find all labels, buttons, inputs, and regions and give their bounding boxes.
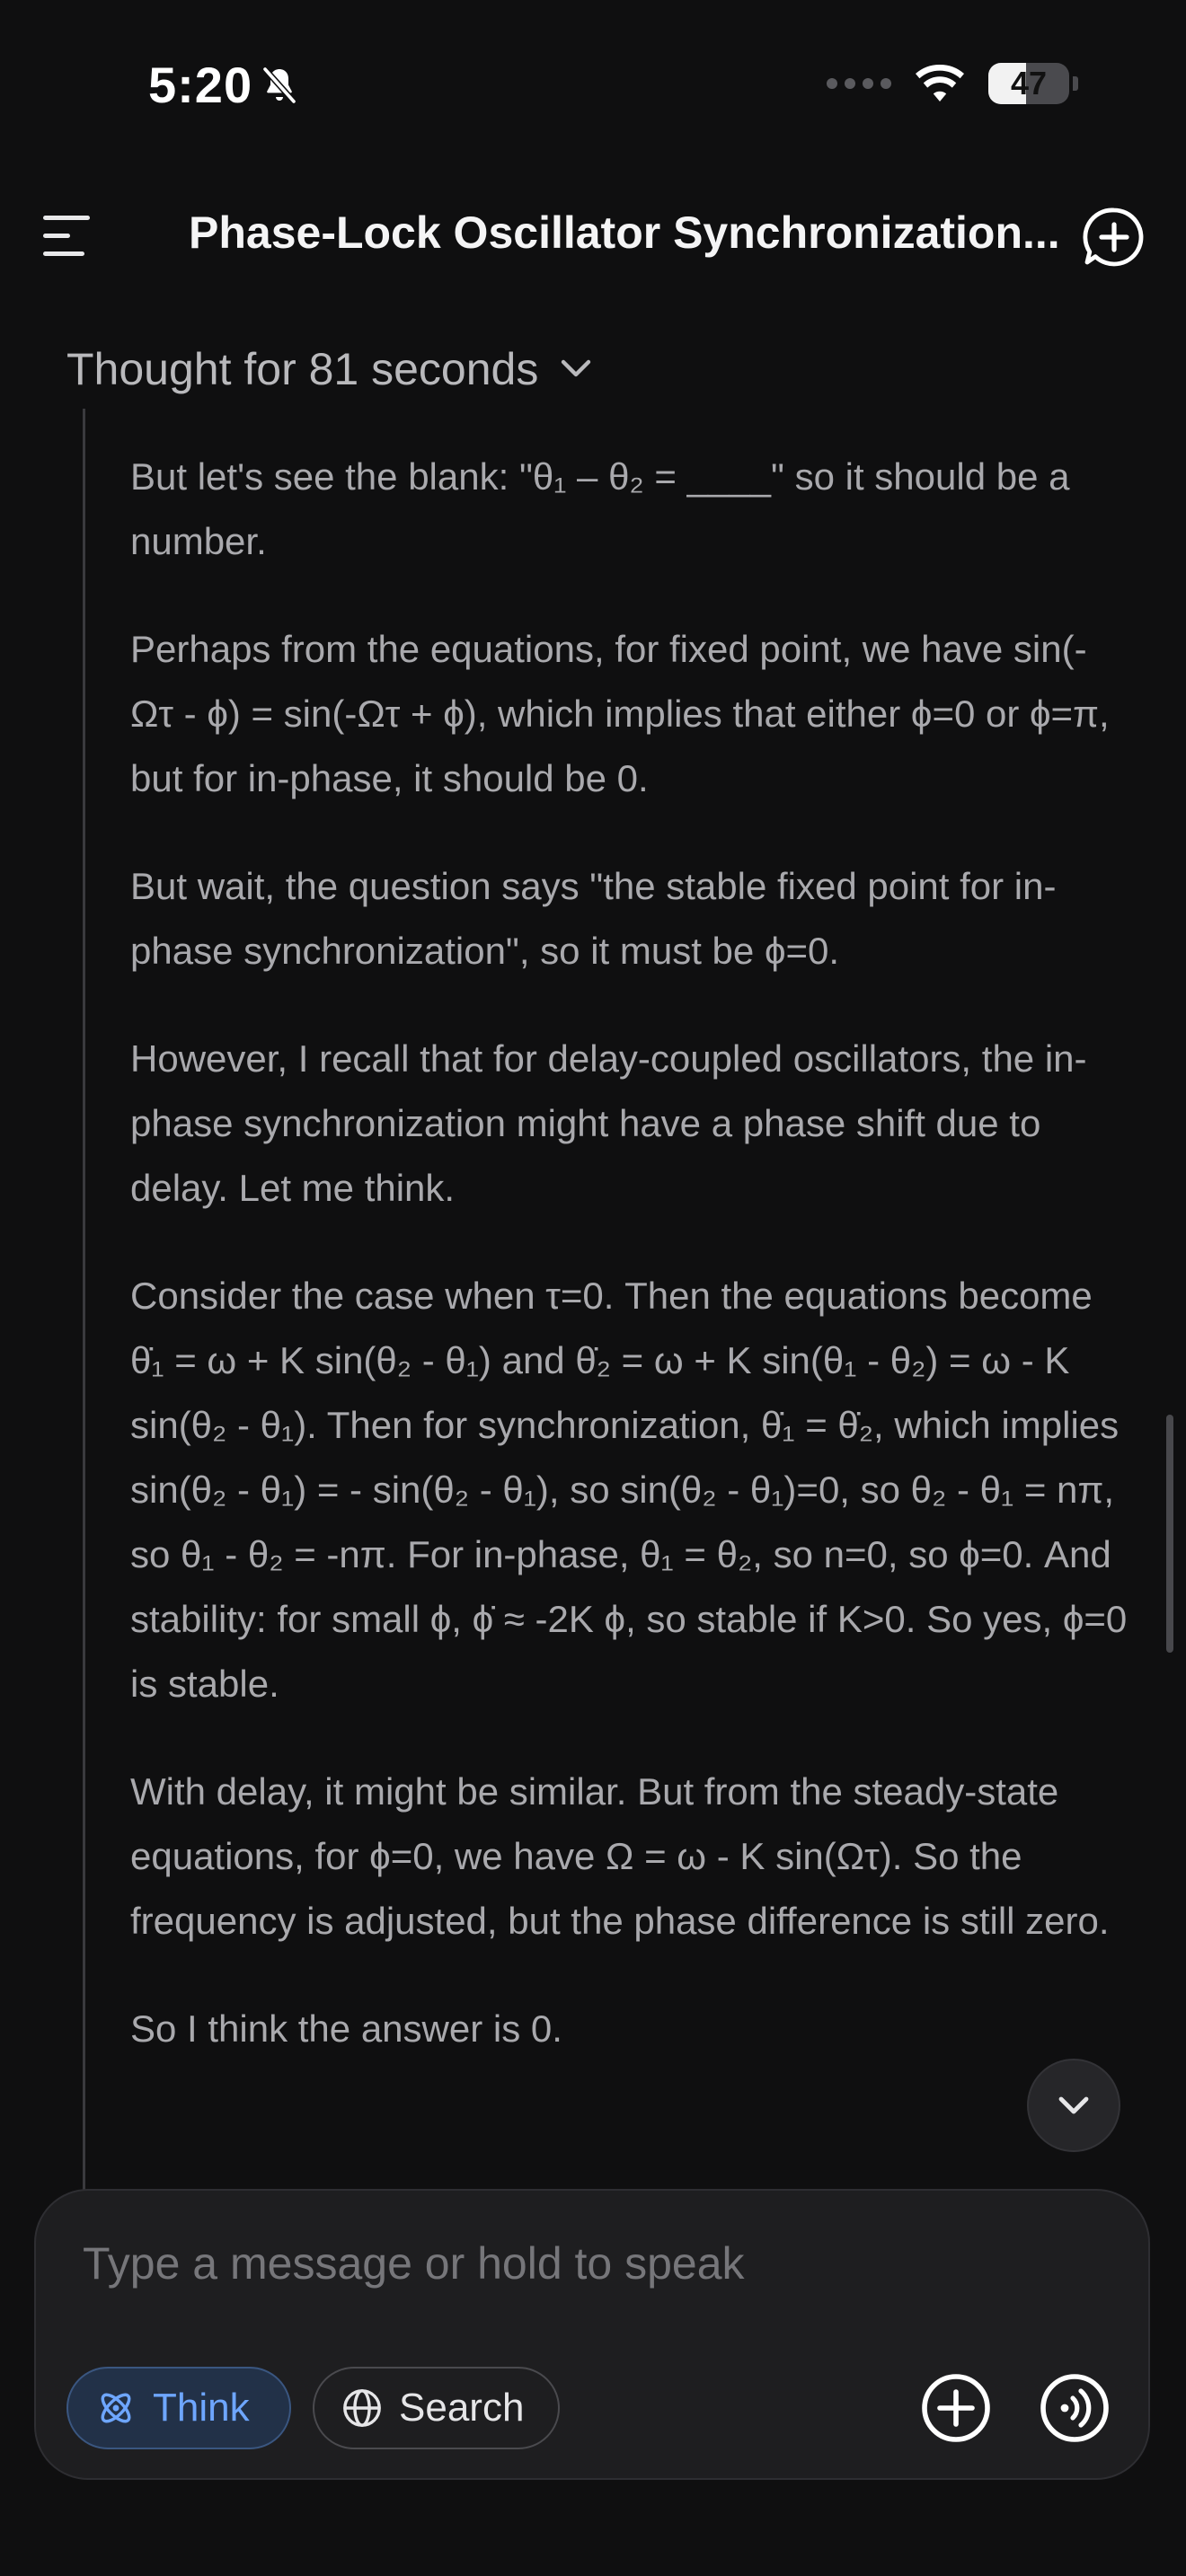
search-label: Search [399, 2386, 525, 2430]
clock: 5:20 [148, 57, 253, 113]
thought-label: Thought for 81 seconds [66, 344, 539, 394]
voice-mode-icon[interactable] [1039, 2372, 1111, 2444]
new-chat-icon[interactable] [1082, 205, 1146, 269]
thought-paragraph: However, I recall that for delay-coupled oscillators, the in-phase synchronization might have a phase shift due to delay. Let me think. [130, 1037, 1087, 1209]
status-time [148, 56, 301, 114]
menu-button[interactable] [43, 214, 99, 259]
thought-paragraph: But wait, the question says "the stable fixed point for in-phase synchronization", so it must be ϕ=0. [130, 865, 1057, 972]
menu-icon [43, 216, 90, 220]
chevron-down-icon [1056, 2094, 1092, 2117]
thought-paragraph: So I think the answer is 0. [130, 2007, 562, 2050]
thought-toggle[interactable] [66, 343, 594, 395]
thought-paragraph: With delay, it might be similar. But from the steady-state equations, for ϕ=0, we have Ω = ω - K sin(Ωτ). So the frequency is adjusted, but the phase difference is still zero. [130, 1770, 1110, 1942]
message-input[interactable] [83, 2237, 1071, 2289]
thought-paragraph: Consider the case when τ=0. Then the equations become θ̇₁ = ω + K sin(θ₂ - θ₁) and θ̇₂ = ω + K sin(θ₁ - θ₂) = ω - K sin(θ₂ - θ₁). Then for synchronization, θ̇₁ = θ̇₂, which implies sin(θ₂ - θ₁) = - sin(θ₂ - θ₁), so sin(θ₂ - θ₁)=0, so θ₂ - θ₁ = nπ, so θ₁ - θ₂ = -nπ. For in-phase, θ₁ = θ₂, so n=0, so ϕ=0. And stability: for small ϕ, ϕ̇ ≈ -2K ϕ, so stable if K>0. So yes, ϕ=0 is stable. [130, 1275, 1128, 1705]
thought-paragraph: But let's see the blank: "θ₁ – θ₂ = ____" so it should be a number. [130, 455, 1070, 562]
battery-level: 47 [1010, 65, 1048, 101]
chat-header [0, 180, 1186, 296]
think-button[interactable] [66, 2367, 291, 2449]
battery-icon [988, 63, 1069, 104]
thought-content [130, 445, 1128, 2104]
scroll-to-bottom-button[interactable] [1027, 2059, 1120, 2152]
chat-title[interactable]: Phase-Lock Oscillator Synchronization... [189, 207, 1060, 258]
status-bar [0, 0, 1186, 171]
scrollbar[interactable] [1166, 1415, 1173, 1653]
wifi-icon [913, 63, 967, 104]
atom-icon [95, 2387, 137, 2429]
chevron-down-icon [558, 357, 594, 382]
globe-icon [341, 2387, 383, 2429]
thought-paragraph: Perhaps from the equations, for fixed point, we have sin(-Ωτ - ϕ) = sin(-Ωτ + ϕ), which implies that either ϕ=0 or ϕ=π, but for in-phase, it should be 0. [130, 628, 1110, 799]
message-composer [34, 2189, 1150, 2480]
thought-divider-line [83, 409, 85, 2214]
cellular-dots-icon [827, 78, 891, 89]
bell-slash-icon [258, 64, 301, 107]
think-label: Think [153, 2386, 250, 2430]
battery-tip [1073, 76, 1078, 91]
attach-plus-icon[interactable] [920, 2372, 992, 2444]
search-button[interactable] [313, 2367, 560, 2449]
status-indicators [827, 63, 1078, 104]
